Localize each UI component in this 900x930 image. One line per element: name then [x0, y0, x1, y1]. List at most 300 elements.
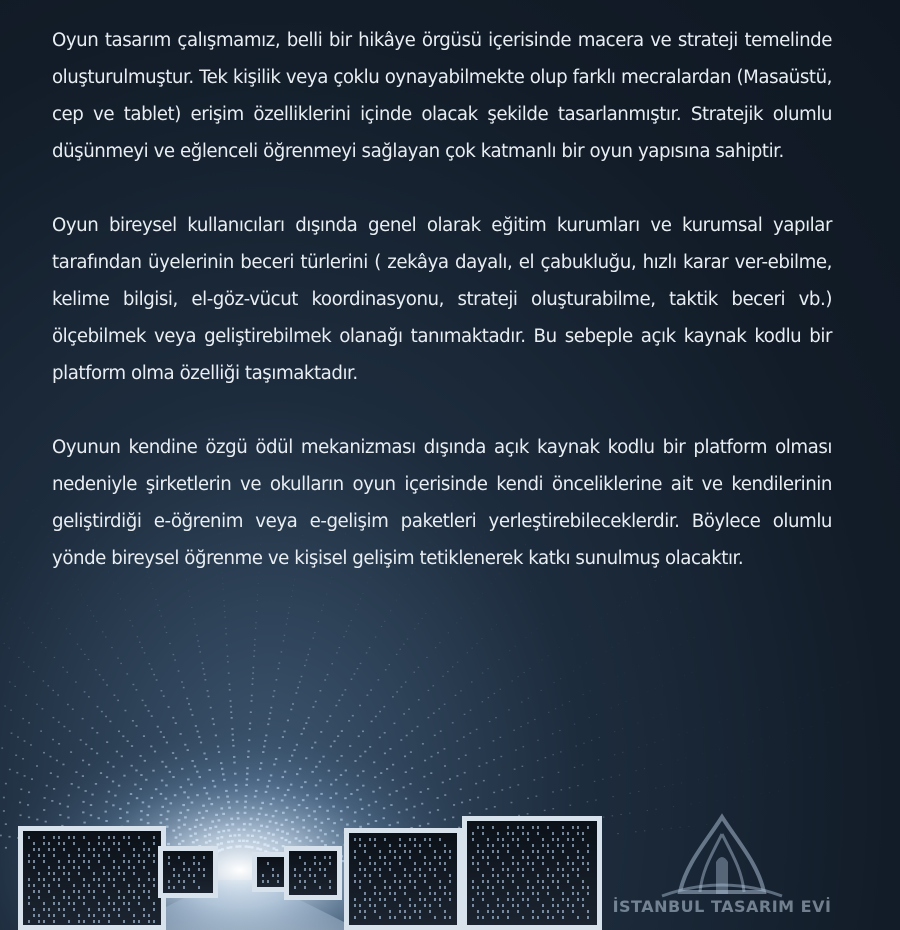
binary-digit	[28, 722, 30, 723]
binary-digit	[598, 759, 599, 760]
binary-digit	[32, 632, 33, 633]
binary-digit	[482, 673, 483, 674]
binary-digit	[456, 623, 457, 624]
binary-digit	[403, 644, 404, 645]
binary-digit	[589, 717, 590, 718]
binary-digit	[574, 767, 576, 768]
binary-digit	[500, 737, 502, 738]
binary-digit	[477, 797, 479, 799]
binary-digit	[527, 798, 529, 799]
binary-digit	[577, 635, 578, 636]
binary-digit	[32, 510, 33, 511]
binary-digit	[320, 690, 322, 692]
binary-digit	[251, 700, 253, 702]
binary-digit	[360, 663, 362, 664]
binary-digit	[456, 740, 458, 742]
binary-digit	[661, 714, 662, 715]
binary-digit	[618, 643, 619, 644]
binary-digit	[561, 789, 563, 790]
binary-digit	[495, 717, 497, 718]
binary-digit	[306, 659, 308, 660]
binary-digit	[5, 783, 7, 785]
binary-digit	[125, 710, 127, 712]
binary-digit	[67, 704, 69, 705]
binary-digit	[17, 736, 19, 737]
binary-digit	[9, 769, 11, 771]
binary-digit	[657, 620, 658, 621]
binary-digit	[536, 796, 538, 797]
binary-digit	[226, 645, 228, 646]
binary-digit	[341, 730, 343, 732]
binary-digit	[494, 693, 496, 694]
binary-digit	[126, 673, 128, 674]
binary-digit	[343, 636, 344, 637]
binary-digit	[541, 690, 542, 691]
binary-digit	[471, 681, 473, 682]
binary-digit	[276, 679, 278, 680]
binary-digit	[72, 709, 74, 710]
binary-digit	[230, 700, 232, 702]
binary-digit	[411, 730, 413, 732]
binary-digit	[366, 652, 368, 653]
binary-digit	[482, 701, 484, 702]
binary-digit	[655, 788, 656, 789]
binary-digit	[493, 759, 495, 760]
binary-digit	[225, 633, 227, 634]
binary-digit	[153, 674, 155, 675]
binary-digit	[439, 642, 440, 643]
binary-digit	[661, 764, 662, 765]
binary-digit	[106, 684, 108, 685]
binary-digit	[168, 706, 170, 708]
binary-digit	[63, 726, 65, 728]
binary-digit	[313, 638, 315, 639]
binary-digit	[77, 644, 78, 645]
binary-digit	[679, 734, 680, 735]
binary-digit	[36, 704, 38, 705]
binary-digit	[405, 681, 407, 682]
binary-digit	[558, 772, 560, 773]
binary-digit	[45, 647, 46, 648]
binary-digit	[136, 689, 138, 690]
binary-digit	[400, 739, 402, 741]
binary-digit	[514, 769, 516, 770]
binary-digit	[426, 657, 427, 658]
binary-digit	[500, 689, 501, 690]
binary-digit	[230, 706, 232, 708]
binary-digit	[493, 792, 495, 794]
binary-digit	[410, 751, 412, 753]
binary-digit	[329, 715, 331, 717]
binary-digit	[560, 678, 561, 679]
binary-digit	[137, 636, 138, 637]
binary-digit	[335, 705, 337, 707]
binary-digit	[662, 739, 663, 740]
binary-digit	[761, 793, 762, 794]
binary-digit	[148, 710, 150, 712]
binary-digit	[208, 696, 210, 698]
binary-digit	[228, 672, 230, 673]
binary-digit	[644, 628, 645, 629]
binary-digit	[117, 658, 119, 659]
binary-digit	[48, 537, 49, 538]
binary-digit	[62, 667, 64, 668]
binary-digit	[617, 676, 618, 677]
binary-digit	[686, 758, 687, 759]
binary-digit	[524, 672, 525, 673]
logo-text: İSTANBUL TASARIM EVİ	[612, 897, 832, 916]
binary-digit	[652, 658, 653, 659]
binary-digit	[724, 774, 725, 775]
binary-digit	[351, 620, 352, 621]
binary-digit	[832, 687, 833, 688]
binary-digit	[114, 695, 116, 696]
binary-digit	[508, 709, 510, 710]
binary-digit	[515, 749, 517, 750]
binary-digit	[513, 730, 515, 731]
binary-digit	[22, 758, 24, 760]
binary-digit	[527, 722, 529, 723]
binary-digit	[638, 747, 639, 748]
binary-digit	[163, 695, 165, 697]
monitor	[284, 846, 342, 900]
binary-digit	[268, 718, 270, 720]
binary-digit	[198, 646, 200, 647]
binary-digit	[559, 647, 560, 648]
binary-digit	[346, 631, 347, 632]
binary-digit	[811, 726, 812, 727]
binary-digit	[759, 710, 760, 711]
binary-digit	[827, 722, 828, 723]
binary-digit	[767, 707, 768, 708]
binary-digit	[498, 774, 500, 776]
binary-digit	[491, 629, 492, 630]
binary-digit	[384, 732, 386, 734]
binary-digit	[375, 716, 377, 718]
binary-digit	[536, 628, 537, 629]
binary-digit	[659, 655, 660, 656]
binary-digit	[624, 673, 625, 674]
binary-digit	[197, 640, 199, 641]
binary-digit	[799, 697, 800, 698]
binary-digit	[11, 608, 12, 609]
binary-digit	[596, 714, 597, 715]
binary-digit	[348, 625, 349, 626]
binary-digit	[101, 711, 103, 713]
binary-digit	[36, 765, 38, 767]
binary-digit	[52, 690, 54, 691]
binary-digit	[494, 806, 496, 808]
binary-digit	[602, 779, 603, 780]
binary-digit	[41, 642, 42, 643]
binary-digit	[547, 655, 548, 656]
binary-digit	[109, 721, 111, 723]
binary-digit	[699, 802, 700, 803]
binary-digit	[687, 732, 688, 733]
binary-digit	[105, 637, 106, 638]
binary-digit	[636, 770, 637, 771]
binary-digit	[369, 647, 371, 648]
binary-digit	[644, 768, 645, 769]
binary-digit	[307, 654, 309, 655]
binary-digit	[438, 708, 440, 709]
binary-digit	[603, 683, 604, 684]
binary-digit	[151, 669, 153, 670]
binary-digit	[611, 708, 612, 709]
binary-digit	[28, 627, 29, 628]
binary-digit	[590, 690, 591, 691]
binary-digit	[487, 668, 488, 669]
binary-digit	[555, 708, 556, 709]
binary-digit	[625, 701, 626, 702]
binary-digit	[22, 718, 24, 719]
binary-digit	[132, 625, 133, 626]
binary-digit	[301, 676, 303, 677]
binary-digit	[428, 717, 430, 718]
binary-digit	[554, 682, 555, 683]
binary-digit	[164, 627, 165, 628]
binary-digit	[117, 700, 119, 702]
binary-digit	[25, 695, 27, 696]
binary-digit	[630, 793, 631, 794]
binary-digit	[384, 621, 385, 622]
binary-digit	[194, 624, 195, 625]
binary-digit	[467, 652, 468, 653]
binary-digit	[783, 702, 784, 703]
binary-digit	[352, 715, 354, 717]
binary-digit	[541, 660, 542, 661]
binary-digit	[437, 752, 439, 754]
binary-digit	[178, 670, 180, 671]
binary-digit	[139, 642, 141, 643]
binary-digit	[552, 733, 554, 734]
binary-digit	[407, 639, 408, 640]
binary-digit	[308, 717, 310, 719]
binary-digit	[14, 557, 15, 558]
binary-digit	[655, 688, 656, 689]
paragraph-1: Oyun tasarım çalışmamız, belli bir hikâye örgüsü içerisinde macera ve strateji temelinde oluşturulmuştur. Tek kişilik veya çoklu oynayabilmekte olup farklı mecralardan (Masaüstü, cep ve tablet) erişim özelliklerini içinde olacak şekilde tasarlanmıştır. Stratejik olumlu düşünmeyi ve eğlenceli öğrenmeyi sağlayan çok katmanlı bir oyun yapısına sahiptir.	[52, 30, 832, 162]
binary-digit	[250, 711, 252, 713]
binary-digit	[67, 672, 69, 673]
binary-digit	[401, 686, 403, 687]
binary-digit	[16, 772, 18, 774]
binary-digit	[433, 713, 435, 714]
binary-digit	[414, 672, 416, 673]
binary-digit	[743, 796, 744, 797]
binary-digit	[11, 552, 12, 553]
binary-digit	[479, 747, 481, 748]
binary-digit	[375, 637, 376, 638]
binary-digit	[318, 621, 319, 622]
binary-digit	[81, 649, 82, 650]
binary-digit	[452, 722, 454, 723]
binary-digit	[576, 746, 577, 747]
binary-digit	[703, 727, 704, 728]
binary-digit	[15, 755, 17, 757]
binary-digit	[202, 662, 204, 663]
binary-digit	[283, 640, 285, 641]
binary-digit	[286, 624, 287, 625]
binary-digit	[647, 810, 648, 811]
binary-digit	[475, 783, 477, 785]
binary-digit	[269, 712, 271, 714]
binary-digit	[53, 717, 55, 718]
binary-digit	[802, 728, 803, 729]
binary-digit	[24, 775, 26, 777]
binary-digit	[618, 704, 619, 705]
binary-digit	[203, 668, 205, 669]
binary-digit	[362, 731, 364, 733]
binary-digit	[406, 735, 408, 737]
binary-digit	[694, 637, 695, 638]
binary-digit	[457, 662, 458, 663]
binary-digit	[56, 760, 58, 762]
binary-digit	[719, 749, 720, 750]
binary-digit	[357, 668, 359, 669]
binary-digit	[469, 733, 471, 734]
binary-digit	[570, 805, 572, 806]
binary-digit	[383, 706, 385, 708]
binary-digit	[461, 618, 462, 619]
binary-digit	[481, 638, 482, 639]
binary-digit	[573, 671, 574, 672]
monitor	[344, 828, 462, 930]
binary-digit	[367, 695, 369, 696]
binary-digit	[50, 756, 52, 758]
binary-digit	[702, 753, 703, 754]
binary-digit	[434, 735, 436, 737]
binary-digit	[784, 762, 785, 763]
binary-digit	[253, 656, 255, 657]
binary-digit	[326, 721, 328, 723]
binary-digit	[166, 632, 167, 633]
binary-digit	[188, 703, 190, 705]
binary-digit	[389, 664, 391, 665]
binary-digit	[292, 703, 294, 705]
binary-digit	[444, 765, 446, 767]
binary-digit	[348, 720, 350, 722]
binary-digit	[47, 603, 48, 604]
binary-digit	[743, 715, 744, 716]
binary-digit	[24, 740, 26, 742]
binary-digit	[727, 719, 728, 720]
binary-digit	[400, 649, 401, 650]
binary-digit	[181, 681, 183, 682]
binary-digit	[207, 690, 209, 692]
binary-digit	[251, 695, 253, 697]
binary-digit	[769, 792, 770, 793]
binary-digit	[255, 628, 256, 629]
binary-digit	[75, 681, 77, 682]
binary-digit	[254, 639, 256, 640]
binary-digit	[10, 710, 12, 711]
binary-digit	[698, 779, 699, 780]
binary-digit	[464, 772, 466, 774]
binary-digit	[455, 695, 457, 696]
binary-digit	[93, 616, 94, 617]
binary-digit	[305, 722, 307, 724]
binary-digit	[133, 684, 135, 685]
binary-digit	[526, 637, 527, 638]
binary-digit	[324, 679, 326, 680]
binary-digit	[681, 783, 682, 784]
binary-digit	[583, 743, 584, 744]
binary-digit	[385, 669, 387, 670]
binary-digit	[69, 730, 71, 732]
binary-digit	[493, 740, 495, 741]
binary-digit	[717, 800, 718, 801]
binary-digit	[823, 690, 824, 691]
binary-digit	[95, 669, 97, 670]
binary-digit	[284, 635, 286, 636]
binary-digit	[537, 740, 539, 741]
binary-digit	[422, 743, 424, 745]
binary-digit	[646, 744, 647, 745]
binary-digit	[417, 726, 419, 728]
binary-digit	[778, 791, 779, 792]
binary-digit	[552, 808, 554, 809]
binary-digit	[472, 648, 473, 649]
binary-digit	[273, 690, 275, 692]
binary-digit	[695, 729, 696, 730]
binary-digit	[210, 707, 212, 709]
binary-digit	[403, 713, 405, 715]
binary-digit	[212, 718, 214, 720]
binary-digit	[633, 698, 634, 699]
paragraph-3: Oyunun kendine özgü ödül mekanizması dışında açık kaynak kodlu bir platform olması nedeniyle şirketlerin ve okulların oyun içerisinde kendi önceliklerine ait ve kendilerinin geliştirdiği e-öğrenim veya e-gelişim paketleri yerleştirebileceklerdir. Böylece olumlu yönde bireysel öğrenme ve kişisel gelişim tetiklenerek katkı sunulmuş olacaktır.	[52, 437, 832, 569]
binary-digit	[522, 766, 524, 767]
binary-digit	[396, 654, 398, 655]
binary-digit	[509, 787, 511, 789]
binary-digit	[692, 672, 693, 673]
binary-digit	[587, 801, 589, 802]
binary-digit	[54, 657, 55, 658]
binary-digit	[174, 659, 176, 660]
binary-digit	[676, 708, 677, 709]
binary-digit	[715, 776, 716, 777]
binary-digit	[653, 717, 654, 718]
binary-digit	[489, 721, 491, 722]
binary-digit	[359, 705, 361, 707]
binary-digit	[58, 743, 60, 745]
binary-digit	[85, 744, 87, 746]
binary-digit	[145, 705, 147, 707]
binary-digit	[96, 621, 97, 622]
binary-digit	[204, 674, 206, 675]
binary-digit	[379, 711, 381, 713]
binary-digit	[29, 577, 30, 578]
binary-digit	[478, 766, 480, 768]
binary-digit	[315, 701, 317, 703]
binary-digit	[28, 666, 29, 667]
binary-digit	[4, 643, 5, 644]
binary-digit	[638, 666, 639, 667]
binary-digit	[422, 618, 423, 619]
binary-digit	[591, 740, 592, 741]
binary-digit	[69, 633, 70, 634]
binary-digit	[57, 694, 59, 695]
binary-digit	[66, 628, 67, 629]
binary-digit	[35, 516, 36, 517]
binary-digit	[727, 747, 728, 748]
binary-digit	[331, 663, 333, 664]
binary-digit	[605, 651, 606, 652]
binary-digit	[191, 714, 193, 716]
binary-digit	[193, 618, 194, 619]
binary-digit	[444, 704, 446, 705]
binary-digit	[511, 802, 513, 804]
binary-digit	[105, 716, 107, 718]
